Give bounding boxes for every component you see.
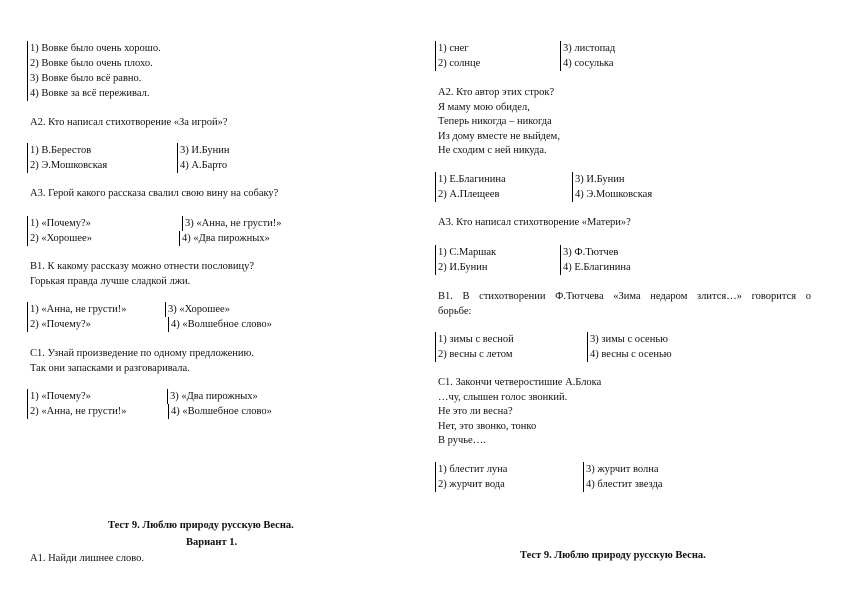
option: 1) Е.Благинина — [435, 172, 506, 187]
option: 1) снег — [435, 41, 469, 56]
option: 4) блестит звезда — [583, 477, 663, 492]
test-title: Тест 9. Люблю природу русскую Весна. — [108, 520, 294, 531]
option: 1) В.Берестов — [27, 143, 91, 158]
option: 2) «Анна, не грусти!» — [27, 404, 127, 419]
option: 2) журчит вода — [435, 477, 505, 492]
poem-line: Нет, это звонко, тонко — [438, 421, 537, 432]
option: 2) А.Плещеев — [435, 187, 499, 202]
option: 3) Вовке было всё равно. — [27, 71, 161, 86]
poem-line: В ручье…. — [438, 435, 486, 446]
option: 4) «Волшебное слово» — [168, 404, 272, 419]
option: 3) «Хорошее» — [165, 302, 230, 317]
option: 4) Е.Благинина — [560, 260, 631, 275]
option: 4) Э.Мошковская — [572, 187, 652, 202]
question-c1: С1. Закончи четверостишие А.Блока — [438, 377, 602, 388]
question-a2: А2. Кто написал стихотворение «За игрой»? — [30, 117, 228, 128]
option: 2) «Почему?» — [27, 317, 91, 332]
question-b1: В1. В стихотворении Ф.Тютчева «Зима недаром злится…» говорится о — [438, 291, 811, 302]
option: 3) И.Бунин — [572, 172, 624, 187]
option: 1) «Анна, не грусти!» — [27, 302, 127, 317]
poem-line: Я маму мою обидел, — [438, 102, 530, 113]
poem-line: Теперь никогда – никогда — [438, 116, 552, 127]
left-a1-options — [30, 41, 161, 101]
option: 1) «Почему?» — [27, 389, 91, 404]
option: 3) «Два пирожных» — [167, 389, 258, 404]
option: 2) весны с летом — [435, 347, 512, 362]
question-a3: А3. Герой какого рассказа свалил свою вину на собаку? — [30, 188, 279, 199]
option: 1) блестит луна — [435, 462, 507, 477]
question-a3: А3. Кто написал стихотворение «Матери»? — [438, 217, 631, 228]
question-b1-cont: борьбе: — [438, 306, 472, 317]
option: 3) И.Бунин — [177, 143, 229, 158]
quote: Так они запасками и разговаривала. — [30, 363, 190, 374]
option: 4) Вовке за всё переживал. — [27, 86, 161, 101]
poem-line: Из дому вместе не выйдем, — [438, 131, 560, 142]
option: 2) солнце — [435, 56, 480, 71]
option: 4) А.Барто — [177, 158, 227, 173]
variant-label: Вариант 1. — [186, 537, 238, 548]
question-c1: С1. Узнай произведение по одному предложению. — [30, 348, 254, 359]
option: 4) сосулька — [560, 56, 614, 71]
option: 2) Вовке было очень плохо. — [27, 56, 161, 71]
question-b1: В1. К какому рассказу можно отнести пословицу? — [30, 261, 255, 272]
option: 4) «Два пирожных» — [179, 231, 270, 246]
option: 4) «Волшебное слово» — [168, 317, 272, 332]
question-a1: А1. Найди лишнее слово. — [30, 553, 144, 564]
option: 4) весны с осенью — [587, 347, 672, 362]
option: 3) листопад — [560, 41, 615, 56]
option: 1) С.Маршак — [435, 245, 496, 260]
option: 3) Ф.Тютчев — [560, 245, 618, 260]
option: 2) Э.Мошковская — [27, 158, 107, 173]
poem-line: Не это ли весна? — [438, 406, 513, 417]
option: 2) «Хорошее» — [27, 231, 92, 246]
test-title: Тест 9. Люблю природу русскую Весна. — [520, 550, 706, 561]
option: 1) Вовке было очень хорошо. — [27, 41, 161, 56]
option: 3) «Анна, не грусти!» — [182, 216, 282, 231]
proverb: Горькая правда лучше сладкой лжи. — [30, 276, 191, 287]
option: 3) зимы с осенью — [587, 332, 668, 347]
option: 2) И.Бунин — [435, 260, 487, 275]
poem-line: Не сходим с ней никуда. — [438, 145, 547, 156]
option: 1) «Почему?» — [27, 216, 91, 231]
option: 3) журчит волна — [583, 462, 659, 477]
question-a2: А2. Кто автор этих строк? — [438, 87, 555, 98]
poem-line: …чу, слышен голос звонкий. — [438, 392, 568, 403]
option: 1) зимы с весной — [435, 332, 514, 347]
